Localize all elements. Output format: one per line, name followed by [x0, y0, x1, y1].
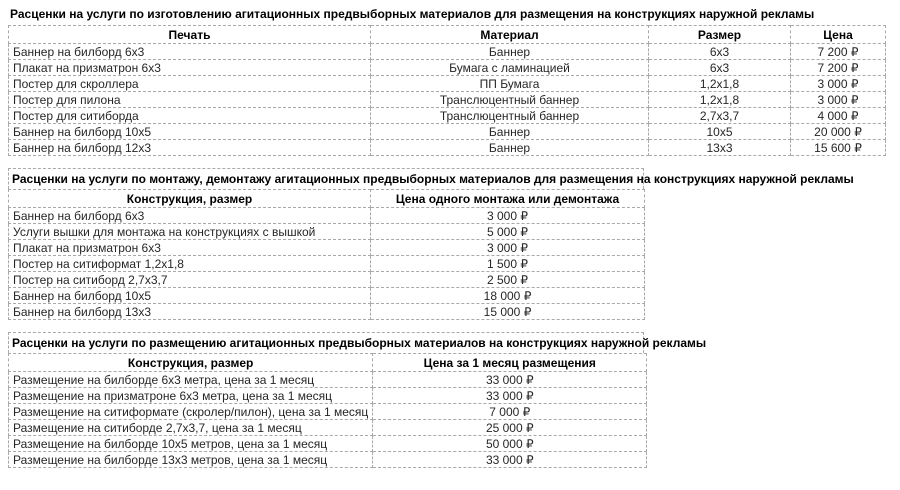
value-cell: ПП Бумага: [371, 76, 649, 92]
item-cell: Баннер на билборд 10х5: [9, 288, 371, 304]
item-cell: Размещение на билборде 13х3 метров, цена за 1 месяц: [9, 452, 373, 468]
item-cell: Баннер на билборд 6х3: [9, 208, 371, 224]
table-row: [9, 224, 645, 240]
table-row: [9, 256, 645, 272]
section-placement-prices: [8, 332, 892, 468]
column-header: Конструкция, размер: [9, 354, 373, 372]
column-header: Материал: [371, 26, 649, 44]
item-cell: Плакат на призматрон 6х3: [9, 60, 371, 76]
table-row: [9, 452, 647, 468]
value-cell: 3 000 ₽: [791, 76, 886, 92]
table-row: [9, 92, 886, 108]
value-cell: 50 000 ₽: [373, 436, 647, 452]
value-cell: Баннер: [371, 124, 649, 140]
value-cell: 13х3: [649, 140, 791, 156]
value-cell: 3 000 ₽: [371, 240, 645, 256]
table-row: [9, 240, 645, 256]
column-header: Цена: [791, 26, 886, 44]
value-cell: 7 000 ₽: [373, 404, 647, 420]
table-row: [9, 76, 886, 92]
item-cell: Постер на ситиформат 1,2х1,8: [9, 256, 371, 272]
table-row: [9, 436, 647, 452]
item-cell: Размещение на билборде 10х5 метров, цена за 1 месяц: [9, 436, 373, 452]
value-cell: 1,2х1,8: [649, 76, 791, 92]
item-cell: Плакат на призматрон 6х3: [9, 240, 371, 256]
section-title-installation: Расценки на услуги по монтажу, демонтажу агитационных предвыборных материалов для размещения на конструкциях наружной рекламы: [8, 168, 644, 189]
table-row: [9, 108, 886, 124]
table-row: [9, 44, 886, 60]
column-header: Размер: [649, 26, 791, 44]
item-cell: Постер для ситиборда: [9, 108, 371, 124]
value-cell: 1 500 ₽: [371, 256, 645, 272]
item-cell: Постер на ситиборд 2,7х3,7: [9, 272, 371, 288]
table-row: [9, 404, 647, 420]
item-cell: Постер для пилона: [9, 92, 371, 108]
item-cell: Баннер на билборд 12х3: [9, 140, 371, 156]
item-cell: Баннер на билборд 10х5: [9, 124, 371, 140]
item-cell: Размещение на ситиборде 2,7х3,7, цена за 1 месяц: [9, 420, 373, 436]
item-cell: Постер для скроллера: [9, 76, 371, 92]
table-row: [9, 60, 886, 76]
value-cell: 2 500 ₽: [371, 272, 645, 288]
value-cell: Баннер: [371, 44, 649, 60]
value-cell: 10х5: [649, 124, 791, 140]
item-cell: Размещение на призматроне 6х3 метра, цена за 1 месяц: [9, 388, 373, 404]
table-row: [9, 124, 886, 140]
section-installation-prices: [8, 168, 892, 320]
value-cell: 33 000 ₽: [373, 388, 647, 404]
column-header: Конструкция, размер: [9, 190, 371, 208]
header-row: [9, 26, 886, 44]
value-cell: 33 000 ₽: [373, 372, 647, 388]
value-cell: 15 600 ₽: [791, 140, 886, 156]
placement-prices-table: [8, 353, 647, 468]
value-cell: 3 000 ₽: [371, 208, 645, 224]
section-title-production: Расценки на услуги по изготовлению агитационных предвыборных материалов для размещения на конструкциях наружной рекламы: [10, 7, 815, 21]
section-production-prices: [8, 7, 892, 156]
section-title-placement: Расценки на услуги по размещению агитационных предвыборных материалов на конструкциях наружной рекламы: [8, 332, 644, 353]
item-cell: Размещение на билборде 6х3 метра, цена за 1 месяц: [9, 372, 373, 388]
value-cell: Баннер: [371, 140, 649, 156]
value-cell: Транслюцентный баннер: [371, 92, 649, 108]
value-cell: Транслюцентный баннер: [371, 108, 649, 124]
value-cell: 7 200 ₽: [791, 44, 886, 60]
table-row: [9, 372, 647, 388]
column-header: Цена одного монтажа или демонтажа: [371, 190, 645, 208]
value-cell: 25 000 ₽: [373, 420, 647, 436]
value-cell: 4 000 ₽: [791, 108, 886, 124]
item-cell: Услуги вышки для монтажа на конструкциях с вышкой: [9, 224, 371, 240]
value-cell: Бумага с ламинацией: [371, 60, 649, 76]
value-cell: 15 000 ₽: [371, 304, 645, 320]
header-row: [9, 354, 647, 372]
item-cell: Размещение на ситиформате (скролер/пилон), цена за 1 месяц: [9, 404, 373, 420]
value-cell: 33 000 ₽: [373, 452, 647, 468]
value-cell: 7 200 ₽: [791, 60, 886, 76]
column-header: Цена за 1 месяц размещения: [373, 354, 647, 372]
table-row: [9, 288, 645, 304]
value-cell: 2,7х3,7: [649, 108, 791, 124]
table-row: [9, 304, 645, 320]
value-cell: 6х3: [649, 44, 791, 60]
table-row: [9, 388, 647, 404]
item-cell: Баннер на билборд 13х3: [9, 304, 371, 320]
value-cell: 18 000 ₽: [371, 288, 645, 304]
table-row: [9, 272, 645, 288]
value-cell: 1,2х1,8: [649, 92, 791, 108]
value-cell: 6х3: [649, 60, 791, 76]
table-row: [9, 420, 647, 436]
table-row: [9, 140, 886, 156]
installation-prices-table: [8, 189, 645, 320]
column-header: Печать: [9, 26, 371, 44]
table-row: [9, 208, 645, 224]
header-row: [9, 190, 645, 208]
value-cell: 5 000 ₽: [371, 224, 645, 240]
value-cell: 3 000 ₽: [791, 92, 886, 108]
production-prices-table: [8, 25, 886, 156]
item-cell: Баннер на билборд 6х3: [9, 44, 371, 60]
value-cell: 20 000 ₽: [791, 124, 886, 140]
